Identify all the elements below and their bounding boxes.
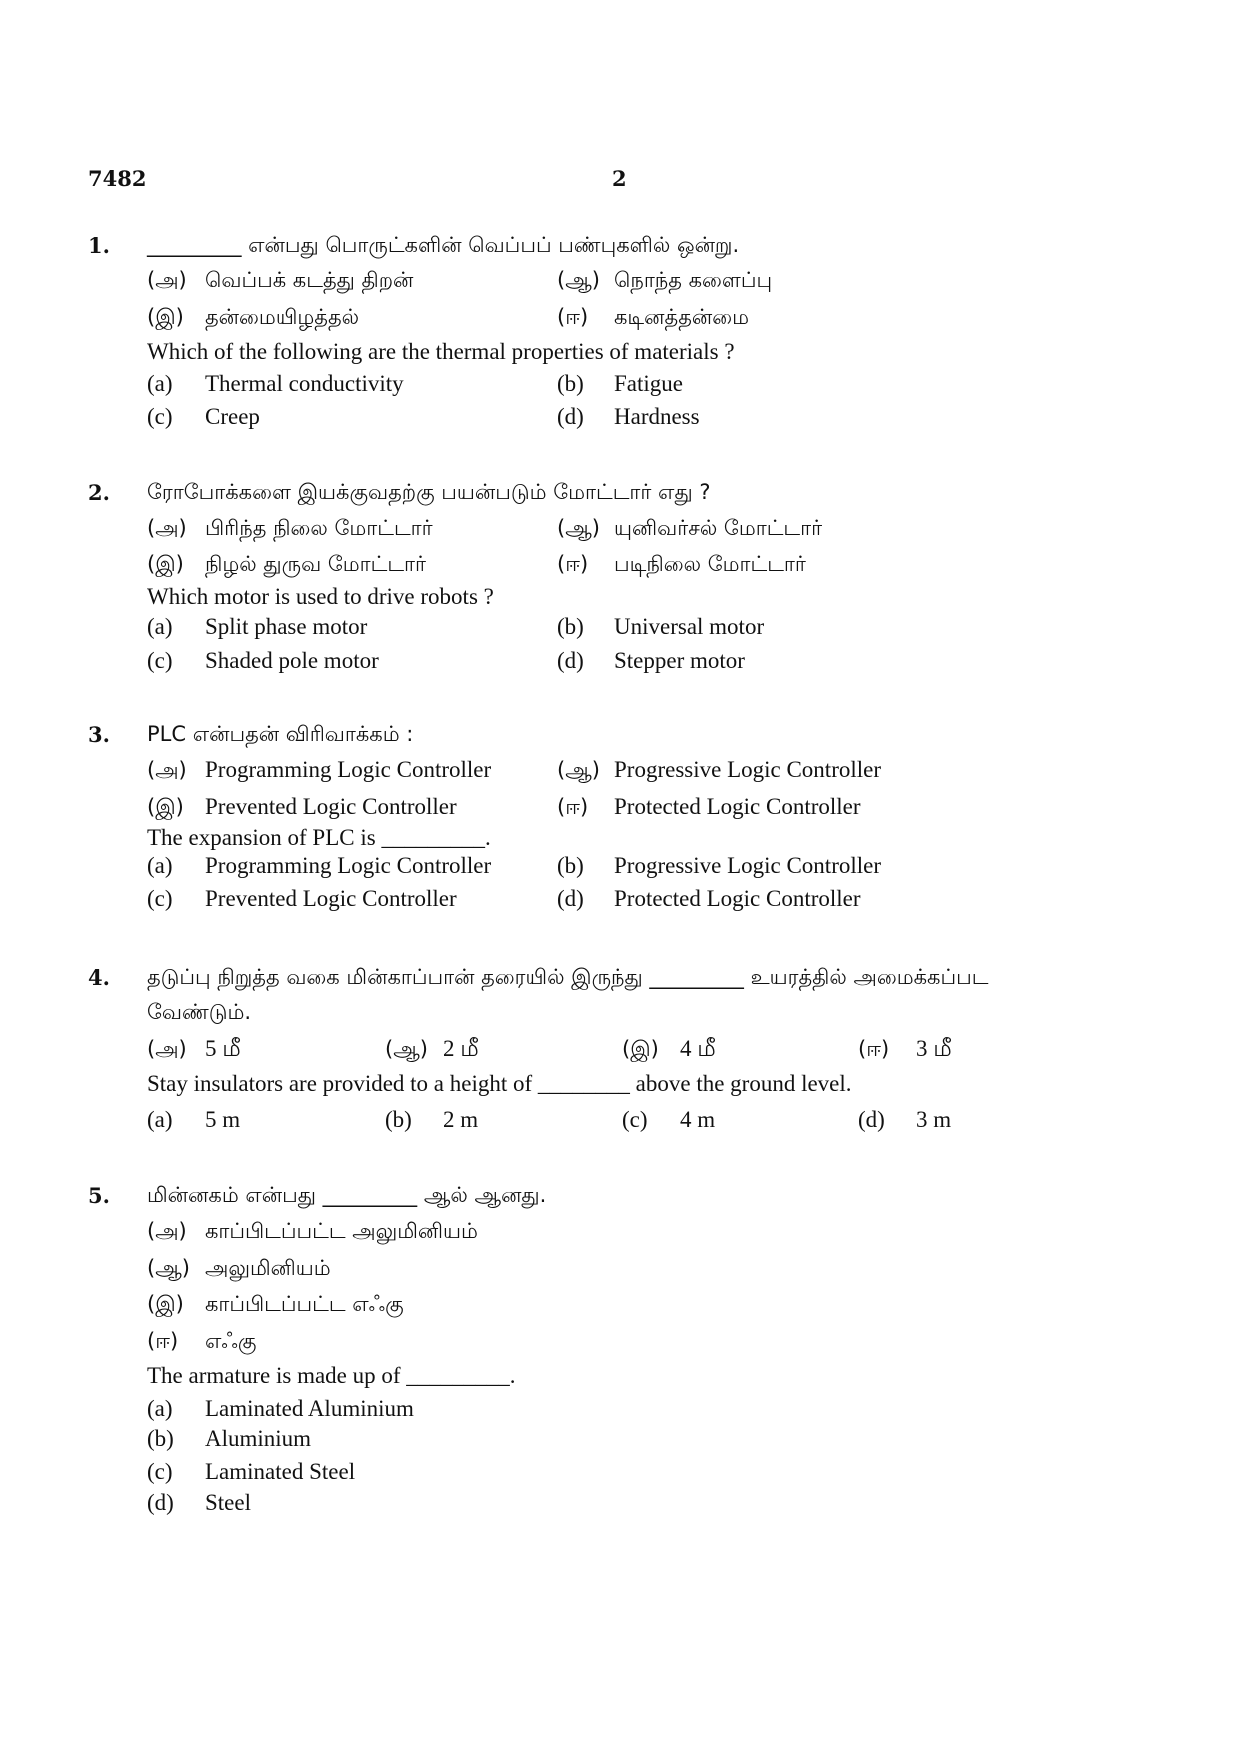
option-label: (a) <box>147 853 173 878</box>
option-label: (a) <box>147 1396 173 1421</box>
option-label-tamil: (இ) <box>147 795 184 819</box>
option-text: Stepper motor <box>614 648 745 673</box>
option-text: Laminated Aluminium <box>205 1396 414 1421</box>
option-text-tamil: படிநிலை மோட்டார் <box>614 552 806 576</box>
option-text: Fatigue <box>614 371 683 396</box>
page-number: 2 <box>612 166 627 191</box>
option-label-tamil: (ஆ) <box>147 1256 190 1280</box>
option-text: 2 மீ <box>443 1036 479 1061</box>
option-label-tamil: (இ) <box>622 1037 659 1061</box>
option-text: 3 மீ <box>916 1036 952 1061</box>
question-stem-english: Which motor is used to drive robots ? <box>147 584 494 609</box>
option-text-tamil: காப்பிடப்பட்ட அலுமினியம் <box>205 1219 478 1243</box>
option-text: Split phase motor <box>205 614 368 639</box>
option-label: (c) <box>147 648 173 673</box>
paper-code: 7482 <box>88 166 147 191</box>
option-text-tamil: நொந்த களைப்பு <box>614 268 773 292</box>
option-label-tamil: (ஆ) <box>385 1037 428 1061</box>
option-label: (b) <box>557 371 584 396</box>
option-label-tamil: (ஈ) <box>147 1329 179 1353</box>
option-text-tamil: காப்பிடப்பட்ட எஃகு <box>205 1292 404 1316</box>
option-label-tamil: (ஈ) <box>858 1037 890 1061</box>
option-text: Prevented Logic Controller <box>205 794 457 819</box>
option-text: 5 m <box>205 1107 241 1132</box>
question-number: 3. <box>88 722 110 747</box>
option-label: (c) <box>622 1107 648 1132</box>
question-stem-english: Stay insulators are provided to a height of ________ above the ground level. <box>147 1071 852 1096</box>
option-text: Aluminium <box>205 1426 312 1451</box>
option-label: (d) <box>557 648 584 673</box>
option-text: Universal motor <box>614 614 765 639</box>
option-text-tamil: நிழல் துருவ மோட்டார் <box>205 552 426 576</box>
question-stem-english: The armature is made up of _________. <box>147 1363 516 1388</box>
option-label: (b) <box>557 853 584 878</box>
option-text: Programming Logic Controller <box>205 853 492 878</box>
option-text-tamil: எஃகு <box>205 1329 257 1353</box>
question-stem-tamil: _________ என்பது பொருட்களின் வெப்பப் பண்புகளில் ஒன்று. <box>147 233 740 257</box>
question-stem-english: Which of the following are the thermal properties of materials ? <box>147 339 735 364</box>
option-text: Hardness <box>614 404 700 429</box>
option-text-tamil: தன்மையிழத்தல் <box>205 305 360 329</box>
option-label: (d) <box>557 404 584 429</box>
option-label-tamil: (ஈ) <box>557 795 589 819</box>
option-label: (b) <box>385 1107 412 1132</box>
question-stem-tamil: PLC என்பதன் விரிவாக்கம் : <box>147 722 414 746</box>
question-stem-english: The expansion of PLC is _________. <box>147 825 491 850</box>
option-text: Protected Logic Controller <box>614 886 861 911</box>
option-label-tamil: (இ) <box>147 552 184 576</box>
option-label: (c) <box>147 404 173 429</box>
option-text: Progressive Logic Controller <box>614 853 882 878</box>
option-text: Progressive Logic Controller <box>614 757 882 782</box>
option-label-tamil: (அ) <box>147 1219 187 1243</box>
option-label-tamil: (இ) <box>147 1292 184 1316</box>
option-label: (b) <box>557 614 584 639</box>
option-text: Laminated Steel <box>205 1459 356 1484</box>
option-text: Programming Logic Controller <box>205 757 492 782</box>
option-label: (c) <box>147 1459 173 1484</box>
option-label: (b) <box>147 1426 174 1451</box>
option-label: (a) <box>147 371 173 396</box>
option-text: 4 மீ <box>680 1036 716 1061</box>
option-text: Prevented Logic Controller <box>205 886 457 911</box>
question-stem-tamil: ரோபோக்களை இயக்குவதற்கு பயன்படும் மோட்டார் எது ? <box>147 480 711 504</box>
option-text: Thermal conductivity <box>205 371 404 396</box>
option-text: 2 m <box>443 1107 479 1132</box>
option-label: (d) <box>557 886 584 911</box>
option-text: Shaded pole motor <box>205 648 379 673</box>
question-stem-tamil-continued: வேண்டும். <box>147 1000 252 1024</box>
option-label-tamil: (அ) <box>147 758 187 782</box>
option-text-tamil: கடினத்தன்மை <box>614 305 750 329</box>
option-label: (d) <box>858 1107 885 1132</box>
option-text: Steel <box>205 1490 251 1515</box>
option-label: (d) <box>147 1490 174 1515</box>
option-label-tamil: (ஆ) <box>557 758 600 782</box>
option-label: (a) <box>147 614 173 639</box>
option-text: 5 மீ <box>205 1036 241 1061</box>
option-label: (a) <box>147 1107 173 1132</box>
option-text: 3 m <box>916 1107 952 1132</box>
option-label-tamil: (ஈ) <box>557 552 589 576</box>
option-text-tamil: அலுமினியம் <box>205 1256 331 1280</box>
option-label: (c) <box>147 886 173 911</box>
option-text: Protected Logic Controller <box>614 794 861 819</box>
option-text: 4 m <box>680 1107 716 1132</box>
question-stem-tamil: மின்னகம் என்பது _________ ஆல் ஆனது. <box>147 1183 547 1207</box>
option-label-tamil: (ஆ) <box>557 516 600 540</box>
question-number: 5. <box>88 1183 110 1208</box>
option-label-tamil: (அ) <box>147 1037 187 1061</box>
option-label-tamil: (அ) <box>147 268 187 292</box>
option-label-tamil: (ஈ) <box>557 305 589 329</box>
question-number: 1. <box>88 233 110 258</box>
option-label-tamil: (இ) <box>147 305 184 329</box>
option-text-tamil: பிரிந்த நிலை மோட்டார் <box>205 516 433 540</box>
question-number: 2. <box>88 480 110 505</box>
option-label-tamil: (அ) <box>147 516 187 540</box>
option-text: Creep <box>205 404 260 429</box>
option-text-tamil: யுனிவர்சல் மோட்டார் <box>614 516 823 540</box>
question-number: 4. <box>88 965 110 990</box>
option-label-tamil: (ஆ) <box>557 268 600 292</box>
question-stem-tamil: தடுப்பு நிறுத்த வகை மின்காப்பான் தரையில் இருந்து _________ உயரத்தில் அமைக்கப்பட <box>147 965 989 989</box>
option-text-tamil: வெப்பக் கடத்து திறன் <box>205 268 414 292</box>
